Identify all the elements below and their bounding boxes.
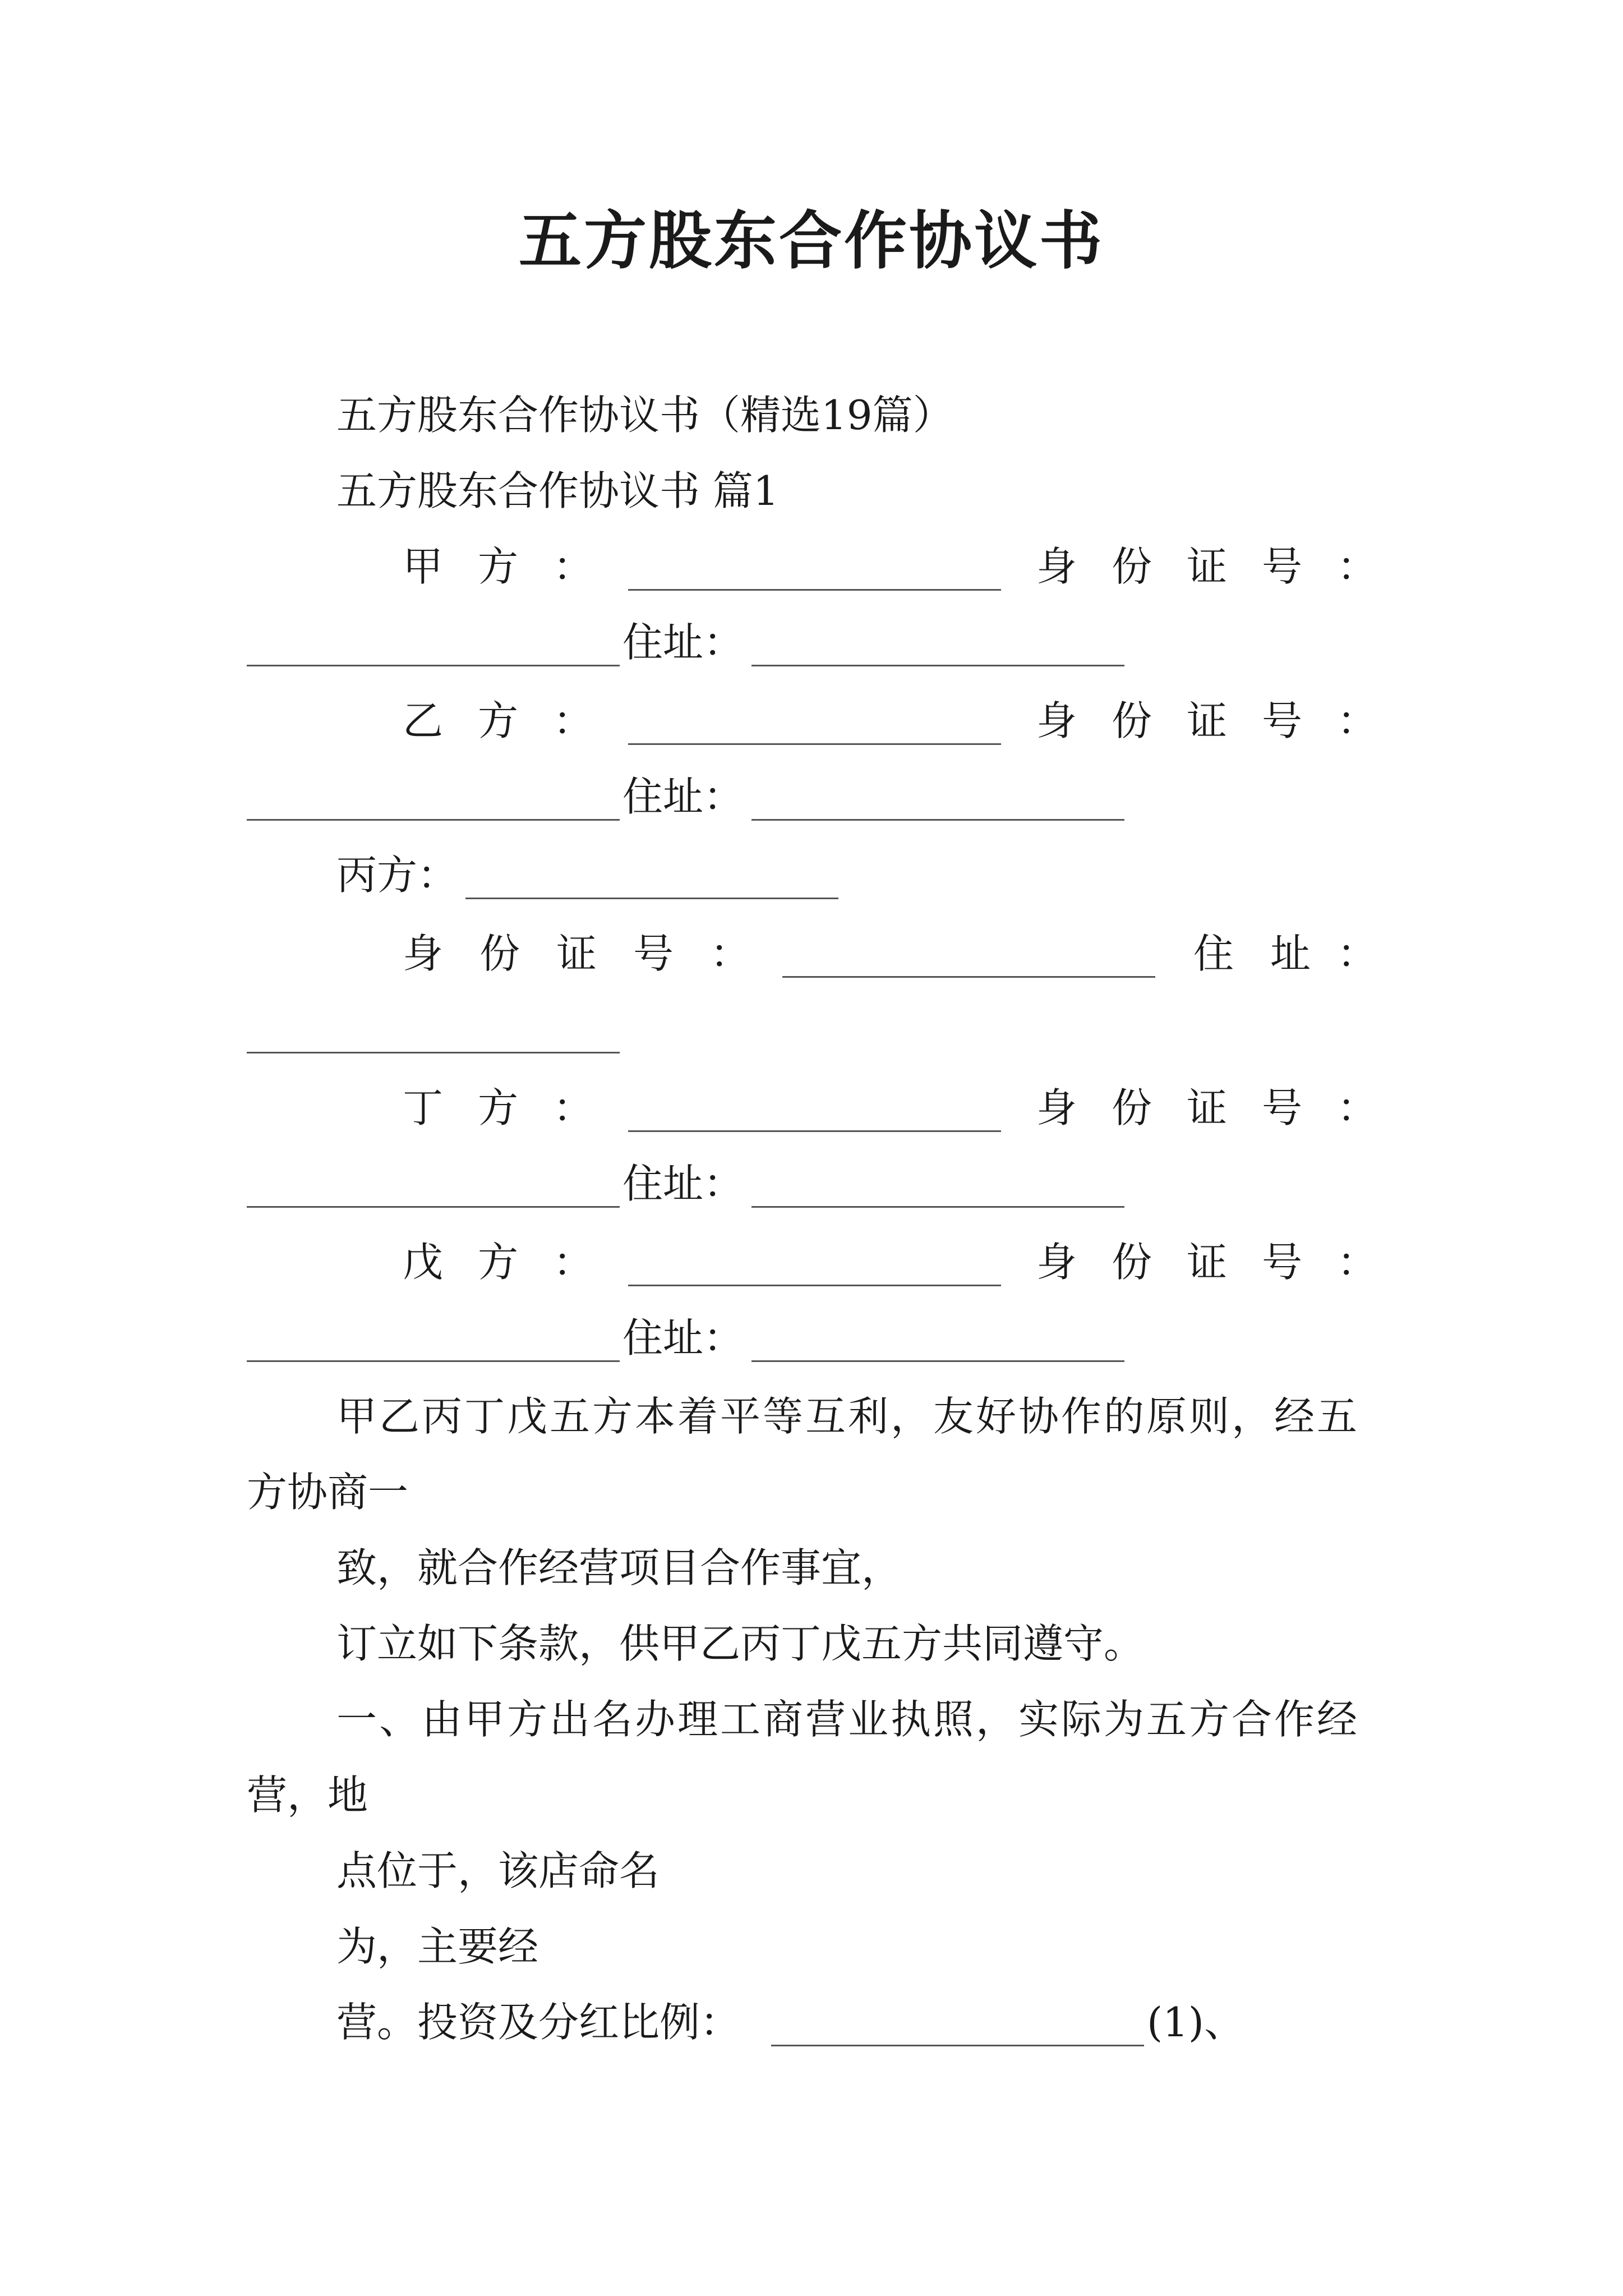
id-label-char: 身 [1036,543,1077,590]
address-label-char: 住 [1193,930,1234,977]
party-bing-label: 丙方： [336,852,458,899]
party-ding-label-char: 丁 [403,1084,444,1131]
address-label: 住址： [623,619,744,666]
paragraph-line: 营，地 [247,1772,368,1819]
party-wu-name-blank[interactable] [628,1279,1001,1286]
party-wu-label-char: 戊 [403,1239,444,1286]
paragraph-line: 营。投资及分红比例： [336,1999,741,2046]
paragraph-line: 致，就合作经营项目合作事宜， [336,1544,902,1591]
id-label-char: ： [710,930,751,977]
party-yi-name-blank[interactable] [628,738,1001,745]
address-label: 住址： [623,773,744,820]
id-label-char: 号 [1262,697,1303,744]
document-title: 五方股东合作协议书 [519,204,1104,278]
section-heading: 五方股东合作协议书 篇1 [336,467,779,514]
party-ding-address-blank[interactable] [751,1200,1124,1208]
party-jia-id-blank[interactable] [247,659,620,666]
id-label-char: 份 [1112,1239,1152,1286]
id-label-char: 号 [1262,1239,1303,1286]
paragraph-line: 为，主要经 [336,1923,539,1970]
id-label-char: 份 [1112,1084,1152,1131]
party-yi-label-char: 方 [478,697,519,744]
party-yi-label-char: 乙 [403,697,444,744]
id-label-char: 证 [1187,543,1228,590]
party-ding-label-char: ： [553,1084,594,1131]
id-label-char: 证 [1187,697,1228,744]
party-jia-label-char: 甲 [403,543,444,590]
party-bing-name-blank[interactable] [465,892,838,899]
paragraph-line: 订立如下条款，供甲乙丙丁戊五方共同遵守。 [336,1620,1145,1667]
id-label-char: 证 [1187,1084,1228,1131]
party-yi-label-char: ： [553,697,594,744]
id-label-char: 身 [1036,697,1077,744]
address-label-char: ： [1337,930,1378,977]
investment-ratio-blank[interactable] [771,2039,1144,2046]
party-yi-id-blank[interactable] [247,813,620,821]
party-wu-label-char: 方 [478,1239,519,1286]
party-wu-address-blank[interactable] [751,1355,1124,1362]
party-jia-address-blank[interactable] [751,659,1124,666]
item-number: (1)、 [1147,1999,1244,2046]
id-label-char: 身 [1036,1084,1077,1131]
id-label-char: 证 [1187,1239,1228,1286]
party-ding-id-blank[interactable] [247,1200,620,1208]
party-jia-name-blank[interactable] [628,583,1001,591]
id-label-char: 份 [1112,543,1152,590]
party-bing-id-blank[interactable] [782,970,1155,978]
id-label-char: 份 [1112,697,1152,744]
paragraph-line: 方协商一 [247,1469,409,1516]
address-label: 住址： [623,1160,744,1207]
id-label-char: 证 [556,930,597,977]
address-label: 住址： [623,1314,744,1361]
party-wu-label-char: ： [553,1239,594,1286]
paragraph-line: 点位于，该店命名 [336,1847,660,1894]
id-label-char: 身 [1036,1239,1077,1286]
paragraph-line: 一、由甲方出名办理工商营业执照，实际为五方合作经 [336,1696,1360,1743]
id-label-char: 号 [1262,1084,1303,1131]
id-label-char: ： [1337,1239,1378,1286]
id-label-char: 号 [633,930,674,977]
id-label-char: ： [1337,543,1378,590]
party-jia-label-char: 方 [478,543,519,590]
party-jia-label-char: ： [553,543,594,590]
address-label-char: 址 [1270,930,1311,977]
id-label-char: ： [1337,1084,1378,1131]
party-ding-name-blank[interactable] [628,1125,1001,1132]
party-bing-address-blank[interactable] [247,1046,620,1053]
paragraph-line: 甲乙丙丁戊五方本着平等互利，友好协作的原则，经五 [336,1393,1360,1440]
document-subtitle: 五方股东合作协议书（精选19篇） [336,392,953,439]
id-label-char: ： [1337,697,1378,744]
id-label-char: 身 [403,930,444,977]
id-label-char: 号 [1262,543,1303,590]
party-yi-address-blank[interactable] [751,813,1124,821]
party-ding-label-char: 方 [478,1084,519,1131]
party-wu-id-blank[interactable] [247,1355,620,1362]
id-label-char: 份 [479,930,520,977]
